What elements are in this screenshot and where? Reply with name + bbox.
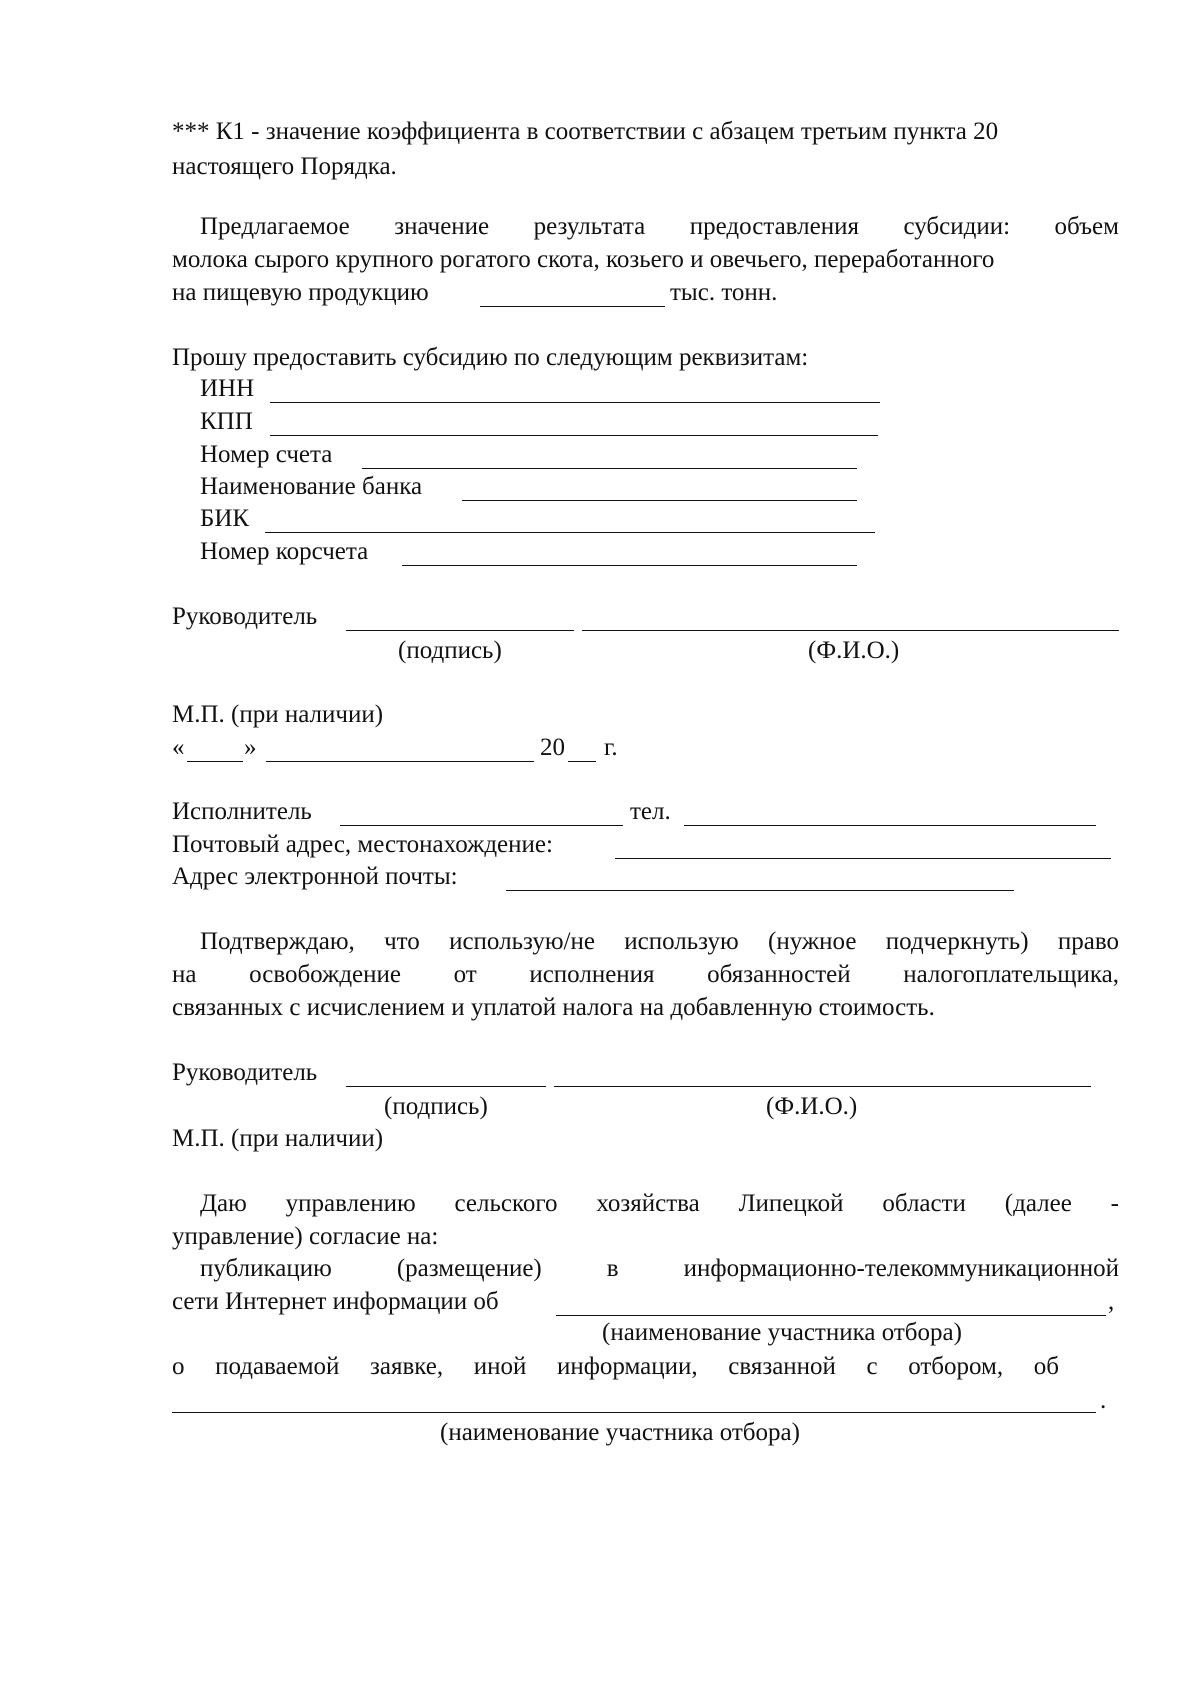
sign1-head-label: Руководитель xyxy=(172,603,318,630)
word: (далее xyxy=(1004,1190,1072,1217)
word: Предлагаемое xyxy=(200,213,350,240)
date-day-field[interactable] xyxy=(187,761,243,762)
word: информационно-телекоммуникационной xyxy=(683,1255,1119,1282)
proposed-line-1 xyxy=(200,212,1119,242)
word: Липецкой xyxy=(738,1190,844,1217)
date-month-field[interactable] xyxy=(266,761,534,762)
address-field[interactable] xyxy=(615,858,1111,859)
bank-field[interactable] xyxy=(462,500,857,501)
bank-label: Наименование банка xyxy=(200,473,423,500)
word: подаваемой xyxy=(215,1353,340,1380)
word: сельского xyxy=(454,1190,558,1217)
date-quote-open: « xyxy=(172,734,185,761)
footnote-line-2: настоящего Порядка. xyxy=(172,153,397,180)
date-year-prefix: 20 xyxy=(540,734,565,761)
word: на xyxy=(172,961,197,988)
account-label: Номер счета xyxy=(200,441,333,468)
kpp-field[interactable] xyxy=(270,435,878,436)
tel-label: тел. xyxy=(630,798,671,825)
date-year-field[interactable] xyxy=(568,761,596,762)
word: подчеркнуть) xyxy=(885,928,1029,955)
consent-line-5 xyxy=(172,1352,1059,1382)
consent-caption-1: (наименование участника отбора) xyxy=(602,1319,962,1346)
sign2-signature-caption: (подпись) xyxy=(384,1093,488,1120)
proposed-value-field[interactable] xyxy=(480,306,665,307)
sign2-signature-field[interactable] xyxy=(346,1086,546,1087)
word: обязанностей xyxy=(707,961,851,988)
proposed-line-3-prefix: на пищевую продукцию xyxy=(172,279,429,306)
consent-participant-field-2[interactable] xyxy=(172,1412,1096,1413)
word: иной xyxy=(473,1353,527,1380)
executor-label: Исполнитель xyxy=(172,798,312,825)
word: - xyxy=(1110,1190,1119,1217)
corr-field[interactable] xyxy=(402,565,857,566)
sign2-mp: М.П. (при наличии) xyxy=(172,1125,384,1152)
word: Подтверждаю, xyxy=(200,928,355,955)
corr-label: Номер корсчета xyxy=(200,538,369,565)
word: освобождение xyxy=(249,961,401,988)
word: исполнения xyxy=(529,961,655,988)
word: публикацию xyxy=(200,1255,332,1282)
email-field[interactable] xyxy=(506,890,1014,891)
proposed-line-2: молока сырого крупного рогатого скота, козьего и овечьего, переработанного xyxy=(172,246,995,273)
word: что xyxy=(384,928,420,955)
word: хозяйства xyxy=(596,1190,700,1217)
consent-line-1 xyxy=(200,1189,1119,1219)
word: использую xyxy=(624,928,739,955)
word: использую/не xyxy=(449,928,595,955)
consent-line-4-prefix: сети Интернет информации об xyxy=(172,1288,499,1315)
requisites-intro: Прошу предоставить субсидию по следующим реквизитам: xyxy=(172,344,809,371)
word: от xyxy=(453,961,477,988)
consent-caption-2: (наименование участника отбора) xyxy=(440,1419,800,1446)
inn-field[interactable] xyxy=(270,402,880,403)
proposed-unit: тыс. тонн. xyxy=(670,279,778,306)
tel-field[interactable] xyxy=(684,825,1096,826)
vat-line-3: связанных с исчислением и уплатой налога на добавленную стоимость. xyxy=(172,994,935,1021)
word: информации, xyxy=(556,1353,698,1380)
consent-line-2: управление) согласие на: xyxy=(172,1223,439,1250)
kpp-label: КПП xyxy=(200,408,253,435)
sign2-fio-caption: (Ф.И.О.) xyxy=(766,1093,858,1120)
word: (размещение) xyxy=(396,1255,542,1282)
date-quote-close: » xyxy=(244,734,257,761)
consent-participant-field-1[interactable] xyxy=(556,1315,1106,1316)
vat-line-1 xyxy=(200,927,1119,957)
word: предоставления xyxy=(689,213,859,240)
word: связанной xyxy=(728,1353,836,1380)
stamp1-mp: М.П. (при наличии) xyxy=(172,701,384,728)
word: (нужное xyxy=(768,928,857,955)
word: отбором, xyxy=(908,1353,1004,1380)
word: управлению xyxy=(285,1190,416,1217)
consent-comma: , xyxy=(1108,1288,1115,1315)
sign1-signature-caption: (подпись) xyxy=(398,637,502,664)
executor-field[interactable] xyxy=(340,825,623,826)
word: субсидии: xyxy=(903,213,1011,240)
bik-label: БИК xyxy=(200,505,250,532)
word: в xyxy=(606,1255,619,1282)
word: заявке, xyxy=(370,1353,444,1380)
sign1-signature-field[interactable] xyxy=(346,630,574,631)
sign1-fio-field[interactable] xyxy=(582,630,1119,631)
word: налогоплательщика, xyxy=(903,961,1119,988)
word: с xyxy=(866,1353,878,1380)
word: о xyxy=(172,1353,185,1380)
consent-dot: . xyxy=(1100,1387,1107,1414)
inn-label: ИНН xyxy=(200,375,255,402)
address-label: Почтовый адрес, местонахождение: xyxy=(172,831,553,858)
word: значение xyxy=(394,213,490,240)
date-year-suffix: г. xyxy=(604,734,618,761)
sign1-fio-caption: (Ф.И.О.) xyxy=(808,637,900,664)
account-field[interactable] xyxy=(362,468,857,469)
word: области xyxy=(882,1190,966,1217)
bik-field[interactable] xyxy=(265,532,875,533)
sign2-head-label: Руководитель xyxy=(172,1059,318,1086)
word: объем xyxy=(1054,213,1119,240)
email-label: Адрес электронной почты: xyxy=(172,863,458,890)
sign2-fio-field[interactable] xyxy=(554,1086,1091,1087)
word: право xyxy=(1057,928,1119,955)
footnote-line-1: *** К1 - значение коэффициента в соответствии с абзацем третьим пункта 20 xyxy=(172,118,999,145)
consent-line-3 xyxy=(200,1254,1119,1284)
word: результата xyxy=(533,213,646,240)
word: Даю xyxy=(200,1190,247,1217)
vat-line-2 xyxy=(172,960,1119,990)
word: об xyxy=(1033,1353,1059,1380)
